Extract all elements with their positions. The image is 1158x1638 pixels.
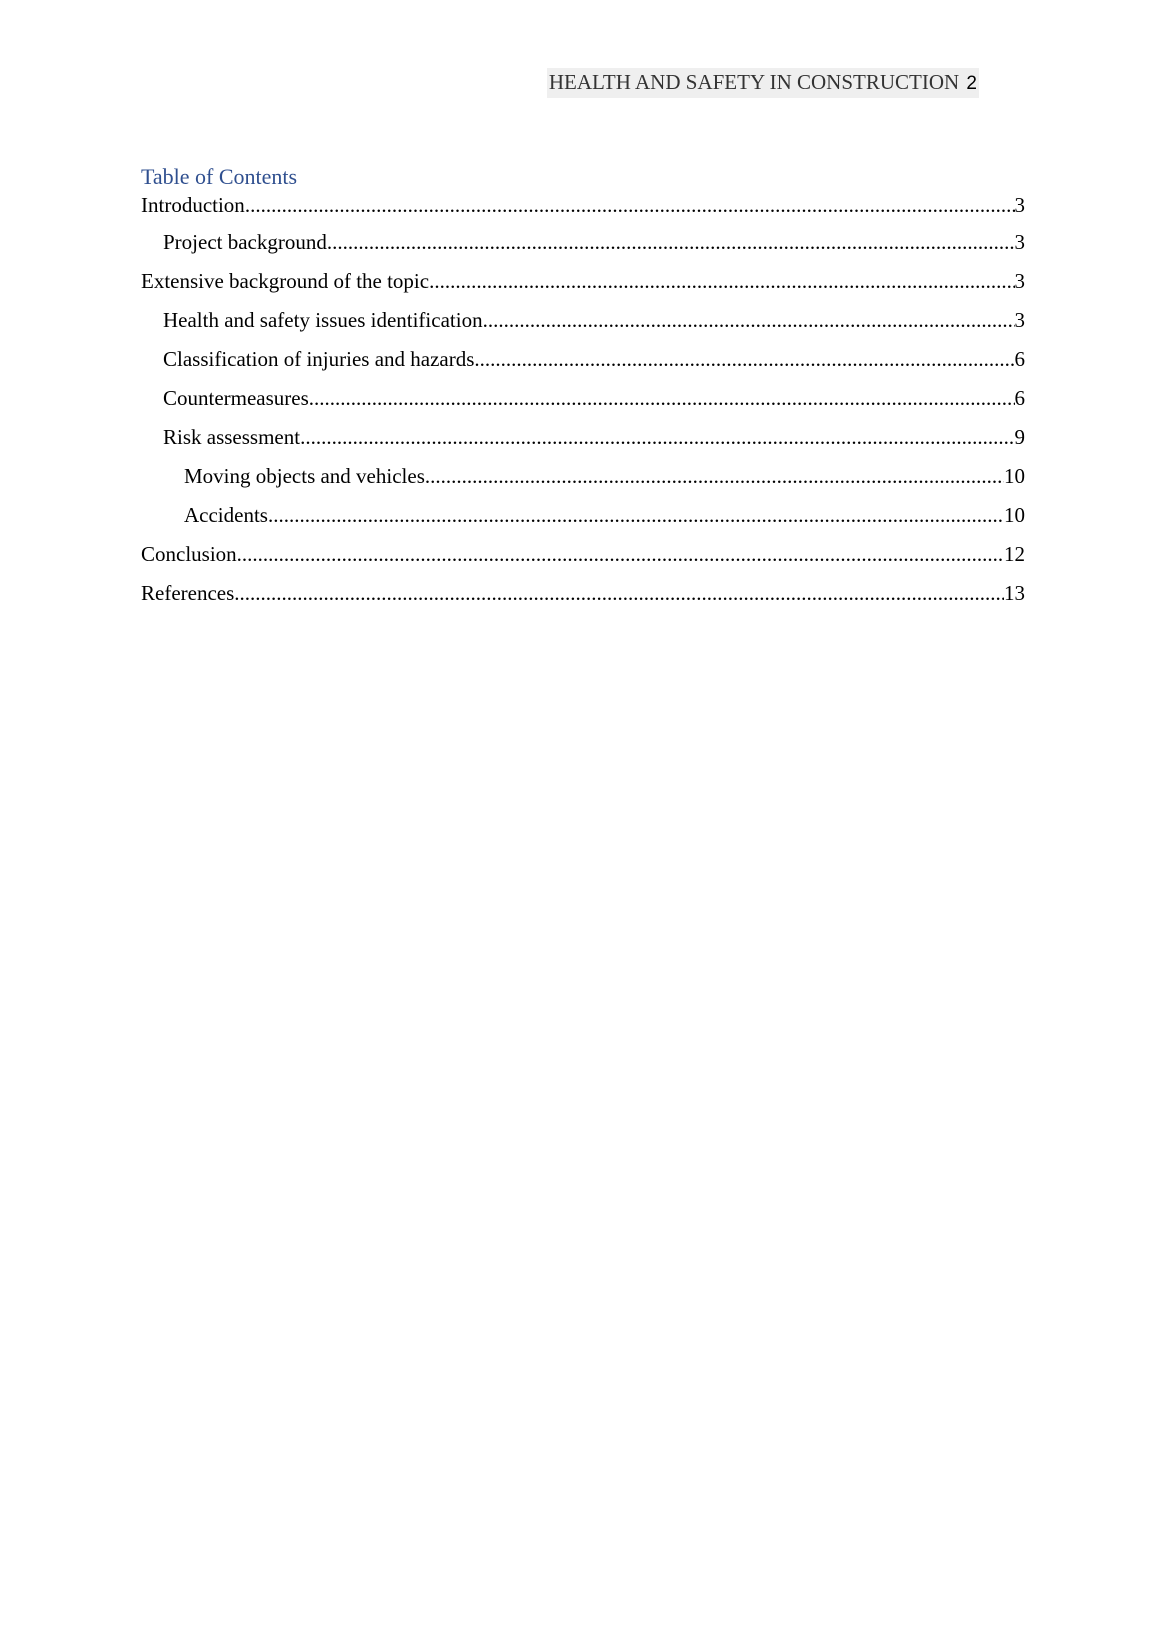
toc-dot-leader	[309, 385, 1015, 411]
toc-dot-leader	[425, 463, 1004, 489]
toc-dot-leader	[234, 580, 1004, 606]
toc-entry-references[interactable]	[141, 580, 1025, 619]
toc-entry-extensive-background[interactable]	[141, 268, 1025, 307]
page-header	[547, 68, 979, 98]
toc-entry-page: 10	[1004, 464, 1025, 488]
toc-entry-page: 12	[1004, 542, 1025, 566]
toc-entry-page: 6	[1014, 386, 1025, 410]
toc-dot-leader	[245, 192, 1015, 218]
toc-dot-leader	[237, 541, 1004, 567]
toc-entry-page: 10	[1004, 503, 1025, 527]
table-of-contents	[141, 162, 1025, 619]
toc-entry-countermeasures[interactable]	[141, 385, 1025, 424]
running-title: HEALTH AND SAFETY IN CONSTRUCTION	[548, 70, 960, 94]
toc-entry-introduction[interactable]	[141, 192, 1025, 229]
toc-dot-leader	[483, 307, 1015, 333]
toc-entry-label: Conclusion	[141, 542, 237, 566]
toc-entry-label: Health and safety issues identification	[163, 308, 483, 332]
toc-entry-label: Countermeasures	[163, 386, 309, 410]
toc-entry-page: 3	[1014, 230, 1025, 254]
toc-entry-conclusion[interactable]	[141, 541, 1025, 580]
toc-dot-leader	[268, 502, 1004, 528]
toc-dot-leader	[327, 229, 1015, 255]
toc-entry-health-safety-issues[interactable]	[141, 307, 1025, 346]
toc-entry-page: 13	[1004, 581, 1025, 605]
page-number: 2	[966, 73, 977, 94]
toc-entry-label: Introduction	[141, 193, 245, 217]
toc-entry-page: 9	[1014, 425, 1025, 449]
toc-title: Table of Contents	[141, 164, 298, 189]
toc-entry-page: 3	[1014, 308, 1025, 332]
toc-entry-label: Classification of injuries and hazards	[163, 347, 475, 371]
toc-dot-leader	[300, 424, 1014, 450]
toc-entry-label: Moving objects and vehicles	[184, 464, 425, 488]
toc-entry-label: Project background	[163, 230, 327, 254]
toc-entry-classification[interactable]	[141, 346, 1025, 385]
toc-entry-label: Extensive background of the topic	[141, 269, 430, 293]
toc-entry-page: 3	[1014, 269, 1025, 293]
toc-entry-accidents[interactable]	[141, 502, 1025, 541]
toc-entry-label: References	[141, 581, 235, 605]
toc-entry-project-background[interactable]	[141, 229, 1025, 268]
toc-dot-leader	[474, 346, 1014, 372]
toc-entry-page: 3	[1014, 193, 1025, 217]
toc-entry-moving-objects[interactable]	[141, 463, 1025, 502]
toc-entry-page: 6	[1014, 347, 1025, 371]
toc-entry-label: Risk assessment	[163, 425, 301, 449]
toc-entry-risk-assessment[interactable]	[141, 424, 1025, 463]
toc-list	[141, 192, 1025, 619]
toc-entry-label: Accidents	[184, 503, 268, 527]
toc-dot-leader	[429, 268, 1014, 294]
